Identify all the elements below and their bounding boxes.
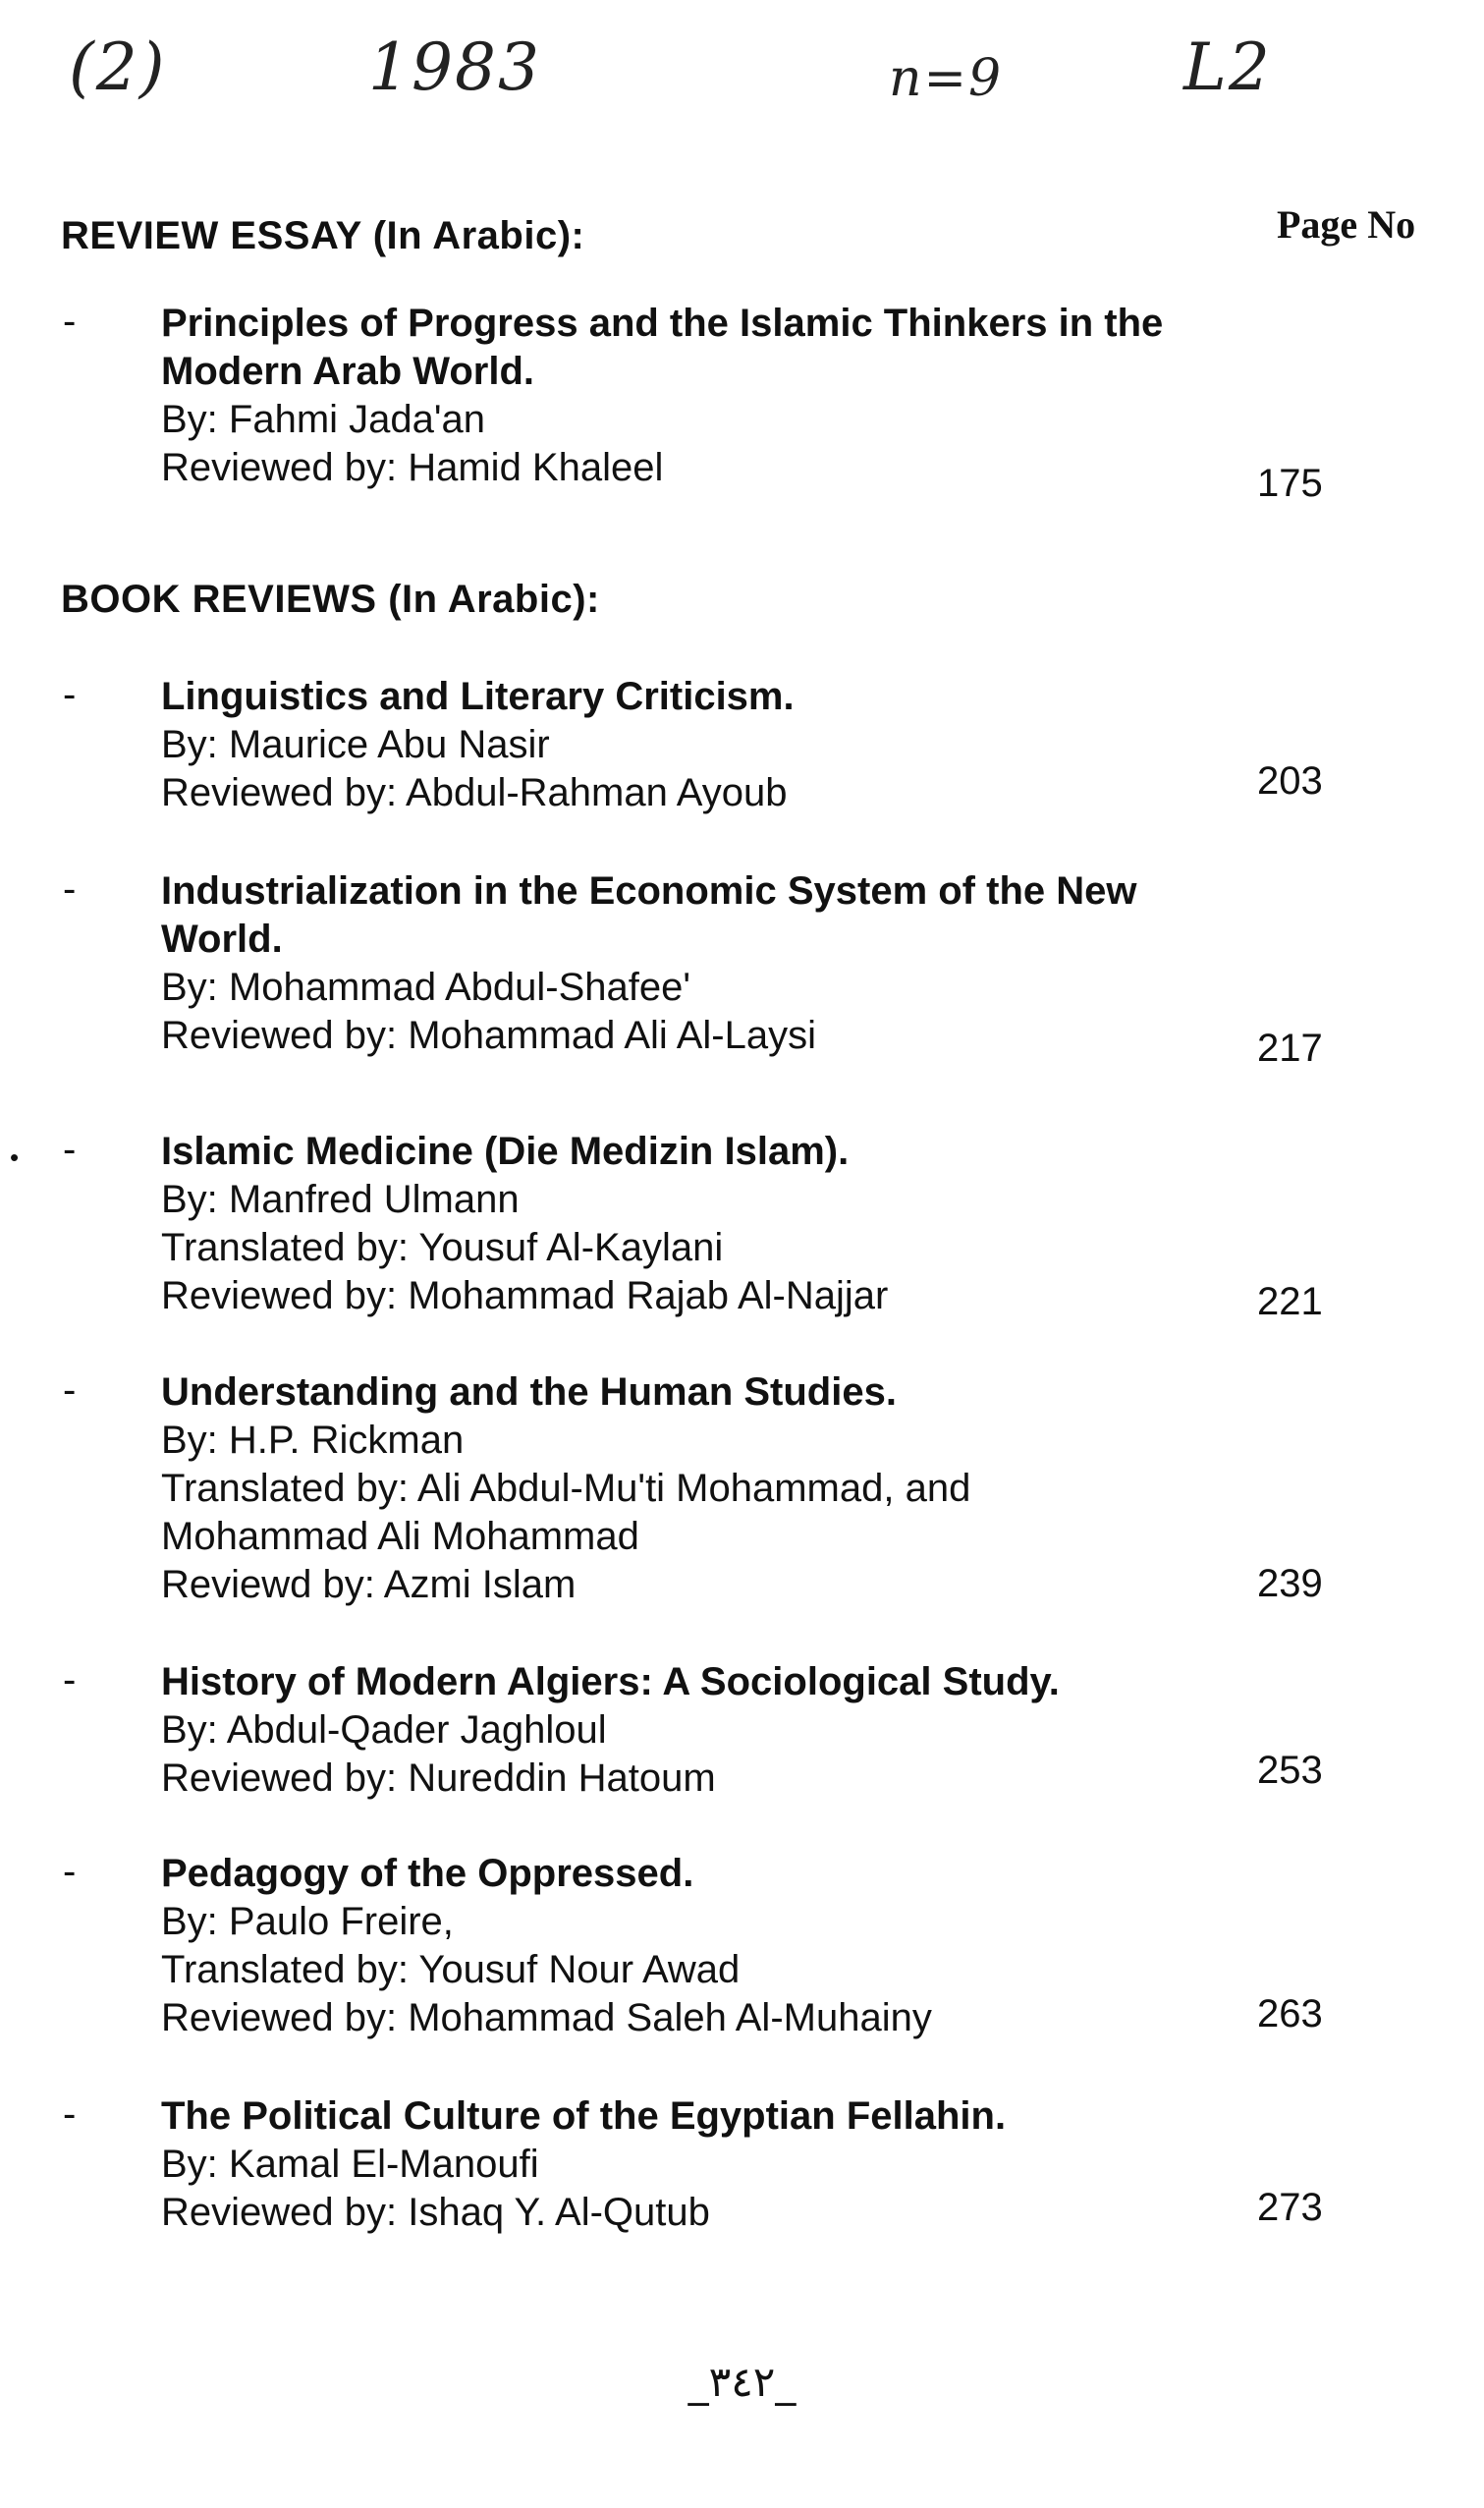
- entry-title: History of Modern Algiers: A Sociological Study.: [161, 1660, 1060, 1703]
- page-number: 263: [1257, 1992, 1323, 2035]
- entry-translator: Translated by: Yousuf Al-Kaylani: [161, 1226, 724, 1269]
- entry-author: By: Mohammad Abdul-Shafee': [161, 966, 691, 1009]
- list-dash: -: [63, 1658, 77, 1701]
- entry-reviewer: Reviewed by: Mohammad Rajab Al-Najjar: [161, 1274, 889, 1317]
- entry-reviewer: Reviewed by: Hamid Khaleel: [161, 446, 664, 489]
- handwritten-note-1: (2): [69, 29, 167, 105]
- review-entry: [61, 1850, 1436, 2042]
- review-entry: [61, 1658, 1436, 1803]
- entry-author: By: Kamal El-Manoufi: [161, 2143, 539, 2186]
- handwritten-issue: n=9: [889, 49, 1004, 108]
- page-number: 175: [1257, 462, 1323, 505]
- review-essay-heading: REVIEW ESSAY (In Arabic):: [61, 214, 585, 257]
- entry-author: By: Maurice Abu Nasir: [161, 723, 550, 766]
- page-number: 273: [1257, 2186, 1323, 2229]
- entry-author: By: Manfred Ulmann: [161, 1178, 520, 1221]
- entry-author: By: Fahmi Jada'an: [161, 398, 486, 441]
- entry-title: World.: [161, 918, 283, 961]
- entry-reviewer: Reviewed by: Abdul-Rahman Ayoub: [161, 771, 788, 814]
- entry-translator: Translated by: Ali Abdul-Mu'ti Mohammad, and: [161, 1467, 971, 1510]
- list-dash: -: [63, 2092, 77, 2136]
- essay-entry: [61, 300, 1436, 492]
- entry-reviewer: Reviewed by: Mohammad Saleh Al-Muhainy: [161, 1996, 932, 2039]
- entry-title: Linguistics and Literary Criticism.: [161, 675, 795, 718]
- handwritten-note-2: L2: [1183, 29, 1272, 105]
- list-dash: -: [63, 1368, 77, 1412]
- entry-reviewer: Reviewed by: Ishaq Y. Al-Qutub: [161, 2191, 710, 2234]
- entry-title: The Political Culture of the Egyptian Fellahin.: [161, 2094, 1007, 2138]
- footer-page-number: _٣٤٢_: [687, 2358, 797, 2406]
- list-dash: -: [63, 1850, 77, 1893]
- review-entry: [61, 1128, 1436, 1320]
- page-number: 221: [1257, 1280, 1323, 1323]
- review-entry: [61, 673, 1436, 817]
- page-number: 253: [1257, 1749, 1323, 1792]
- page-number: 217: [1257, 1027, 1323, 1070]
- list-dash: -: [63, 673, 77, 716]
- entry-title: Understanding and the Human Studies.: [161, 1370, 897, 1414]
- entry-author: By: Abdul-Qader Jaghloul: [161, 1708, 607, 1752]
- page-no-heading: Page No: [1277, 202, 1416, 247]
- page-number: 203: [1257, 759, 1323, 803]
- entry-reviewer: Reviewd by: Azmi Islam: [161, 1563, 577, 1606]
- handwritten-year: 1983: [368, 29, 541, 105]
- review-entry: [61, 867, 1436, 1060]
- entry-author: By: H.P. Rickman: [161, 1419, 465, 1462]
- list-dash: -: [63, 300, 77, 343]
- entry-title: Modern Arab World.: [161, 350, 534, 393]
- entry-title: Islamic Medicine (Die Medizin Islam).: [161, 1130, 850, 1173]
- entry-title: Principles of Progress and the Islamic Thinkers in the: [161, 302, 1164, 345]
- entry-title: Pedagogy of the Oppressed.: [161, 1852, 694, 1895]
- review-entry: [61, 1368, 1436, 1609]
- entry-reviewer: Reviewed by: Mohammad Ali Al-Laysi: [161, 1014, 816, 1057]
- review-entry: [61, 2092, 1436, 2237]
- entry-translator: Translated by: Yousuf Nour Awad: [161, 1948, 741, 1991]
- list-dash: -: [63, 1128, 77, 1171]
- page-number: 239: [1257, 1562, 1323, 1605]
- entry-title: Industrialization in the Economic System of the New: [161, 869, 1137, 913]
- entry-author: By: Paulo Freire,: [161, 1900, 454, 1943]
- entry-translator: Mohammad Ali Mohammad: [161, 1515, 639, 1558]
- book-reviews-heading: BOOK REVIEWS (In Arabic):: [61, 578, 600, 621]
- stray-mark: •: [10, 1143, 20, 1172]
- entry-reviewer: Reviewed by: Nureddin Hatoum: [161, 1756, 716, 1800]
- list-dash: -: [63, 867, 77, 911]
